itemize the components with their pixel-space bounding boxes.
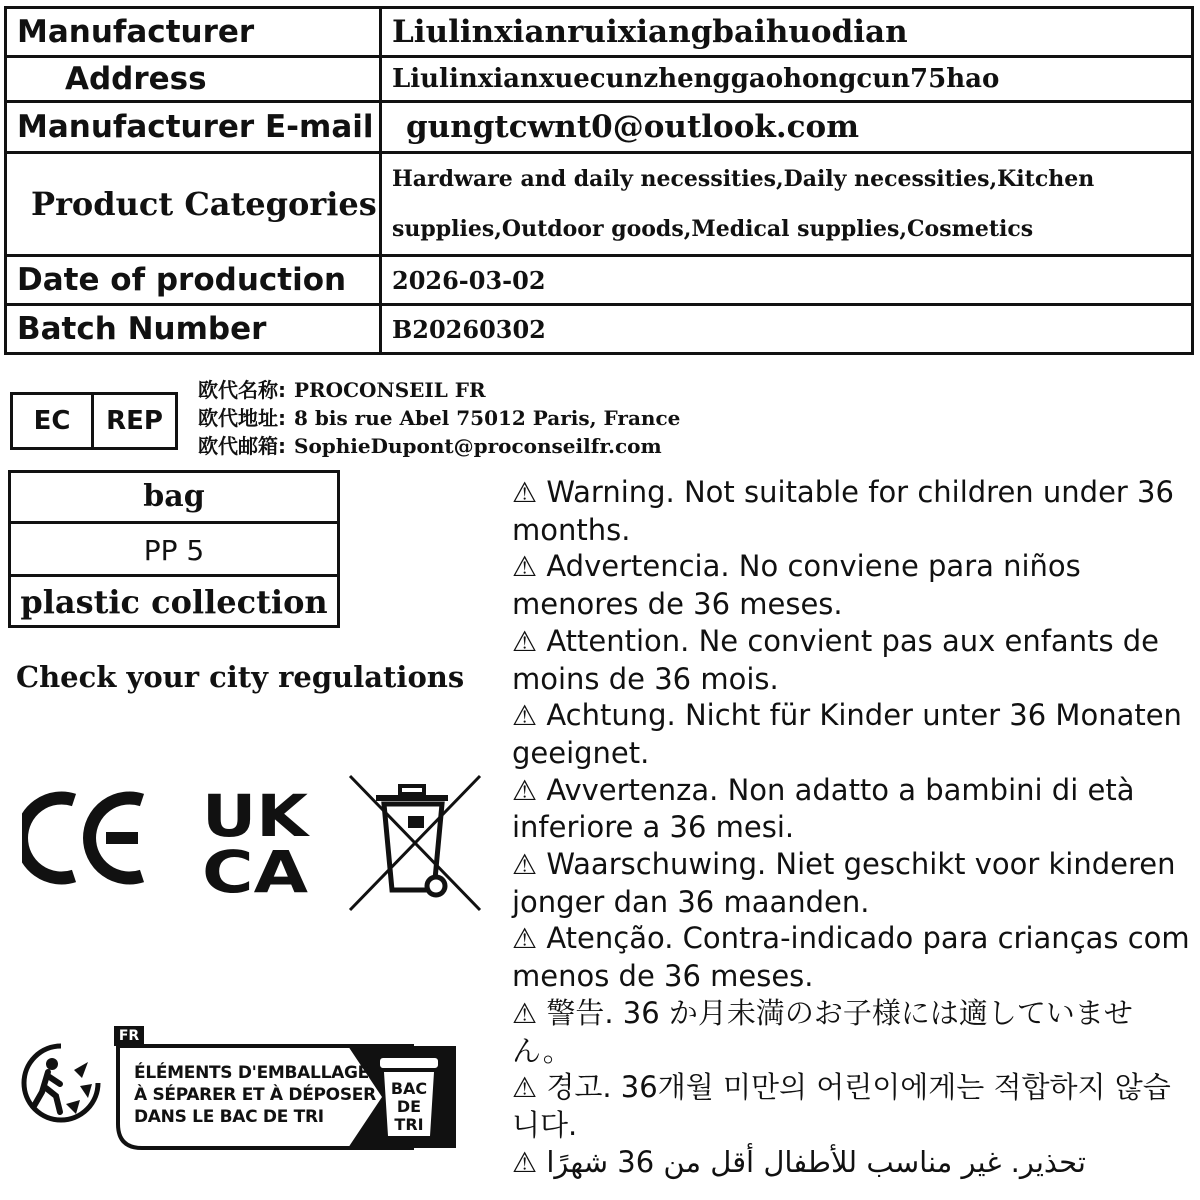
categories-label: [6, 153, 381, 256]
categories-value: [381, 153, 1193, 256]
address-label: Address: [6, 57, 381, 102]
warning-ar: [512, 1144, 1192, 1182]
manufacturer-row: [6, 8, 1193, 57]
warning-triangle-icon: ⚠: [512, 848, 538, 882]
warning-text: Waarschuwing. Niet geschikt voor kinderen jonger dan 36 maanden.: [512, 847, 1176, 919]
batch-value: B20260302: [381, 305, 1193, 354]
triman-line-1: ÉLÉMENTS D'EMBALLAGE: [134, 1063, 369, 1083]
warning-triangle-icon: ⚠: [512, 996, 538, 1030]
eu-rep-info: [198, 376, 680, 460]
address-row: [6, 57, 1193, 102]
address-value: Liulinxianxuecunzhenggaohongcun75hao: [381, 57, 1193, 102]
triman-icon: [18, 1040, 104, 1126]
warning-triangle-icon: ⚠: [512, 699, 538, 733]
warning-triangle-icon: ⚠: [512, 550, 538, 584]
date-label: Date of production: [6, 256, 381, 305]
warning-triangle-icon: ⚠: [512, 1071, 538, 1105]
eu-rep-email-label: 欧代邮箱:: [198, 434, 286, 458]
eu-rep-name-row: [198, 376, 680, 404]
warning-it: [512, 772, 1192, 846]
warning-text: Avvertenza. Non adatto a bambini di età inferiore a 36 mesi.: [512, 772, 1135, 845]
bin-line-3: TRI: [394, 1115, 424, 1134]
eu-rep-email-value: SophieDupont@proconseilfr.com: [294, 434, 662, 458]
eu-rep-name-value: PROCONSEIL FR: [294, 378, 486, 402]
eu-rep-address-label: 欧代地址:: [198, 406, 286, 430]
warning-de: [512, 697, 1192, 771]
eu-rep-email-row: [198, 432, 680, 460]
packaging-collection: plastic collection: [20, 583, 328, 621]
warning-text: Attention. Ne convient pas aux enfants de moins de 36 mois.: [512, 623, 1160, 696]
warning-text: 警告. 36 か月未満のお子様には適していません。: [512, 995, 1133, 1068]
ukca-mark-icon: [202, 788, 312, 896]
batch-label: Batch Number: [6, 305, 381, 354]
bin-line-1: BAC: [390, 1079, 428, 1098]
rep-text: REP: [106, 406, 163, 436]
bac-de-tri-bin-icon: [378, 1056, 440, 1140]
triman-line-3: DANS LE BAC DE TRI: [134, 1107, 324, 1127]
warning-es: [512, 548, 1192, 622]
warning-en: [512, 474, 1192, 548]
packaging-material: PP 5: [11, 524, 337, 577]
eu-rep-name-label: 欧代名称:: [198, 378, 286, 402]
check-city-regulations: Check your city regulations: [16, 660, 465, 694]
warning-triangle-icon: ⚠: [512, 624, 538, 658]
categories-row: [6, 153, 1193, 256]
warning-triangle-icon: ⚠: [512, 1145, 538, 1179]
triman-info-block: [112, 1026, 458, 1150]
ec-text: EC: [13, 395, 94, 447]
batch-row: [6, 305, 1193, 354]
warning-nl: [512, 846, 1192, 920]
email-value: gungtcwnt0@outlook.com: [381, 102, 1193, 153]
ec-rep-symbol: [10, 392, 178, 450]
manufacturer-value: Liulinxianruixiangbaihuodian: [381, 8, 1193, 57]
warning-pt: [512, 920, 1192, 994]
eu-rep-address-row: [198, 404, 680, 432]
warning-ja: [512, 995, 1192, 1069]
email-row: [6, 102, 1193, 153]
bin-line-2: DE: [396, 1097, 422, 1116]
email-label: Manufacturer E-mail: [6, 102, 381, 153]
ce-mark-icon: [22, 790, 152, 886]
triman-text: [134, 1062, 376, 1128]
packaging-type: bag: [11, 473, 337, 524]
categories-line-2: supplies,Outdoor goods,Medical supplies,Cosmetics: [392, 216, 1034, 242]
manufacturer-label: Manufacturer: [6, 8, 381, 57]
fr-badge: FR: [114, 1026, 144, 1046]
warning-text: Advertencia. No conviene para niños menores de 36 meses.: [512, 549, 1081, 622]
categories-label-text: Product Categories: [31, 185, 377, 223]
warning-triangle-icon: ⚠: [512, 773, 538, 807]
warnings-list: [512, 474, 1192, 1181]
warning-text: Atenção. Contra-indicado para crianças com menos de 36 meses.: [512, 921, 1190, 994]
warning-ko: [512, 1069, 1192, 1143]
warning-text: 경고. 36개월 미만의 어린이에게는 적합하지 않습니다.: [512, 1070, 1171, 1142]
manufacturer-info-table: [4, 6, 1194, 355]
triman-line-2: À SÉPARER ET À DÉPOSER: [134, 1085, 376, 1105]
warning-triangle-icon: ⚠: [512, 922, 538, 956]
date-value: 2026-03-02: [381, 256, 1193, 305]
eu-rep-address-value: 8 bis rue Abel 75012 Paris, France: [294, 406, 681, 430]
warning-text: تحذير. غير مناسب للأطفال أقل من 36 شهرًا: [546, 1144, 1086, 1179]
ukca-line-1: UK: [202, 788, 311, 850]
ukca-line-2: CA: [202, 838, 309, 896]
weee-crossed-bin-icon: [346, 772, 486, 914]
packaging-recycling-box: [8, 470, 340, 628]
warning-text: Warning. Not suitable for children under 36 months.: [512, 475, 1174, 547]
warning-triangle-icon: ⚠: [512, 476, 538, 509]
warning-text: Achtung. Nicht für Kinder unter 36 Monaten geeignet.: [512, 698, 1182, 770]
categories-line-1: Hardware and daily necessities,Daily necessities,Kitchen: [392, 166, 1095, 192]
date-row: [6, 256, 1193, 305]
warning-fr: [512, 623, 1192, 697]
